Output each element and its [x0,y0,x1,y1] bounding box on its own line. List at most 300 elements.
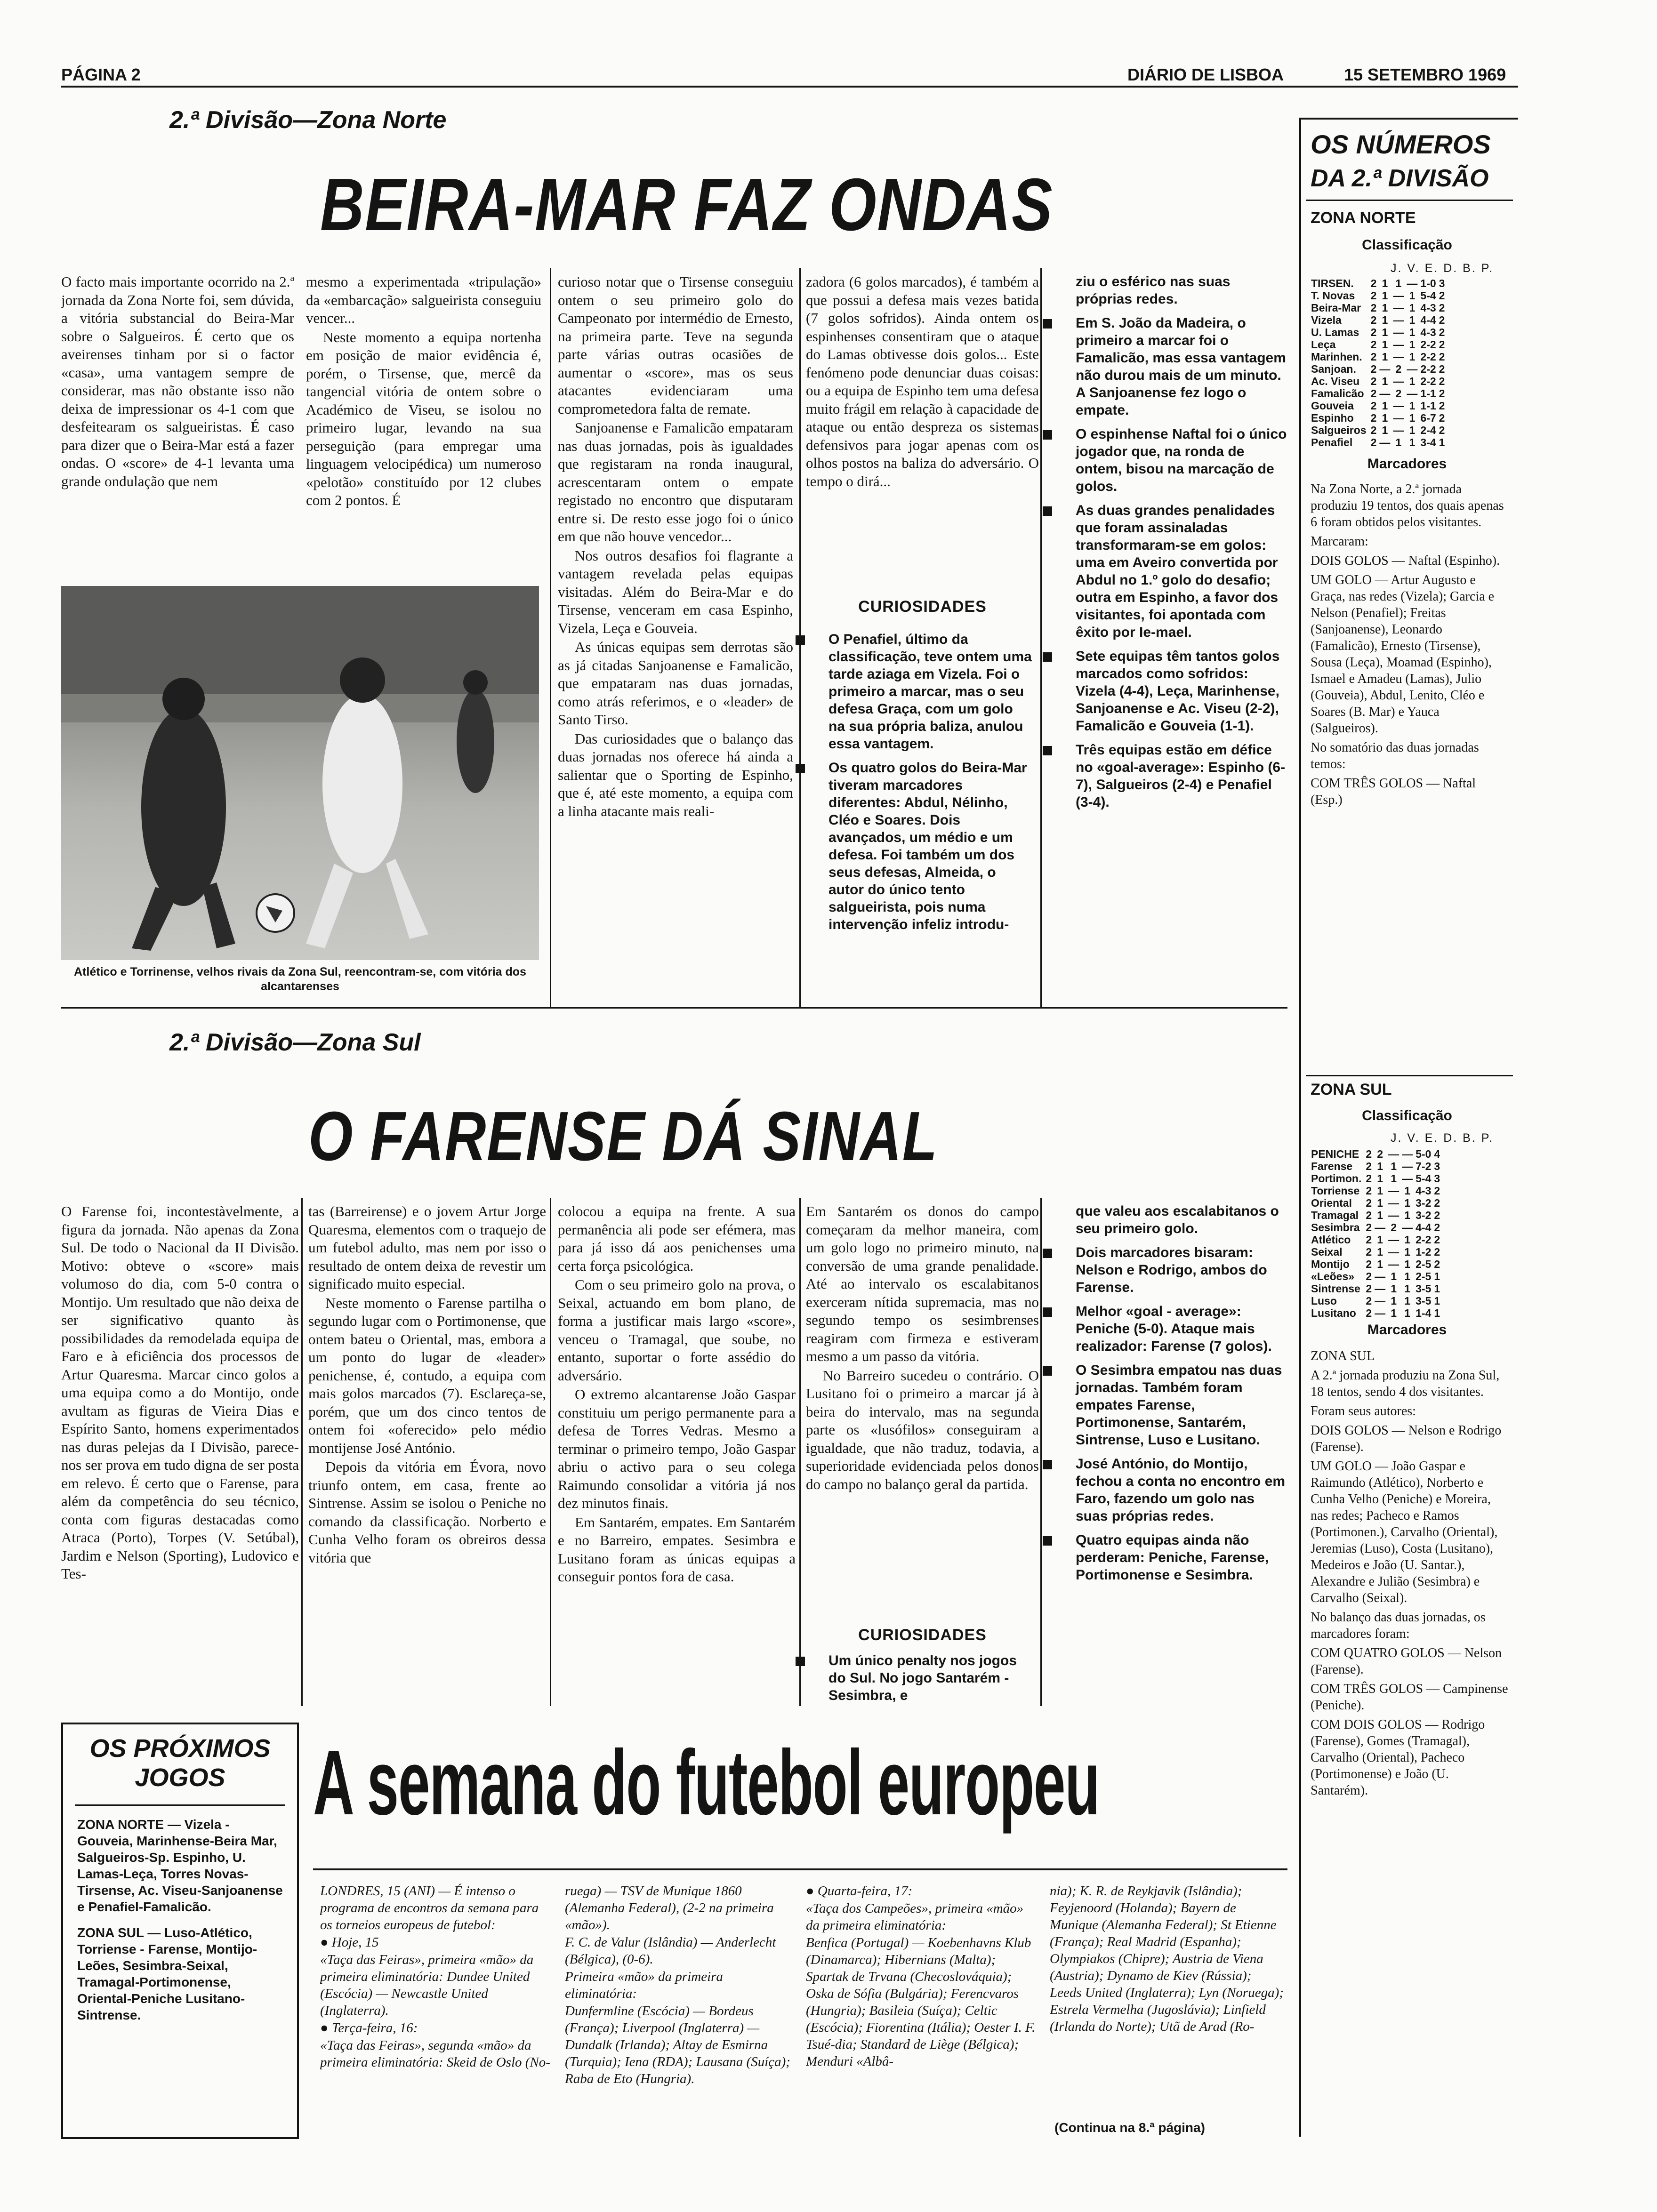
standings-cell: 1 [1382,424,1388,436]
standings-cell: 2 [1370,424,1377,436]
standings-cell: 1 [1404,1234,1411,1246]
standings-cell: 1 [1409,412,1416,424]
euro-headline: A semana do futebol europeu [313,1731,1100,1834]
standings-cell: 1 [1439,436,1445,449]
standings-cell: 3 [1439,277,1445,289]
team-name: «Leões» [1311,1270,1355,1282]
page-number: PÁGINA 2 [61,65,141,84]
curiosity-item: Em S. João da Madeira, o primeiro a marcar foi o Famalicão, mas essa vantagem não durou mais de um minuto. A Sanjoanense fez logo o empate. [1043,314,1287,419]
standings-cell: 1 [1434,1307,1440,1319]
standings-cell: 1-2 [1416,1246,1432,1258]
standings-cell: 2-2 [1416,1234,1432,1246]
euro-col-3 [806,1883,1037,2137]
standings-row [1310,387,1446,400]
team-name: Torriense [1311,1185,1360,1197]
standings-row [1310,289,1446,302]
standings-cell: 1 [1382,412,1388,424]
marcadores-norte-heading: Marcadores [1367,456,1447,472]
sidebar-paragraph: UM GOLO — João Gaspar e Raimundo (Atlético), Norberto e Cunha Velho (Peniche) e Moreira, nas redes; Pacheco e Ramos (Portimonen.), Carvalho (Oriental), Jeremias (Luso), Costa (Lusitano), Medeiros e João (U. Santar.), Alexandre e Julião (Sesimbra) e Carvalho (Seixal). [1311,1459,1498,1605]
curiosity-item: José António, do Montijo, fechou a conta no encontro em Faro, fazendo um golo nas suas próprias redes. [1043,1455,1287,1525]
standings-row [1310,277,1446,289]
euro-paragraph: ● Terça-feira, 16: [320,2020,418,2036]
standings-cell: 2 [1395,363,1402,375]
standings-cell: 2 [1439,326,1445,338]
standings-cell: — [1379,387,1391,400]
euro-paragraph: LONDRES, 15 (ANI) — É intenso o programa de encontros da semana para os torneios europeus de futebol: [320,1883,539,1932]
standings-cell: 1 [1434,1295,1440,1307]
proximos-jogos-list [77,1816,284,2023]
south-headline: O FARENSE DÁ SINAL [308,1098,938,1175]
classificacao-sul-heading: Classificação [1362,1108,1452,1123]
standings-cell: 1 [1377,1209,1384,1221]
standings-row [1310,1246,1441,1258]
sidebar-paragraph: A 2.ª jornada produziu na Zona Sul, 18 tentos, sendo 4 dos visitantes. [1311,1368,1500,1399]
north-kicker: 2.ª Divisão—Zona Norte [169,106,447,134]
north-col3-p5: Das curiosidades que o balanço das duas jornadas nos oferece há ainda a salientar que o Sporting de Espinho, que é, até este momento, a equipa com a linha atacante mais reali- [558,730,793,819]
team-name: Tramagal [1311,1209,1359,1221]
sidebar-paragraph: COM DOIS GOLOS — Rodrigo (Farense), Gomes (Tramagal), Carvalho (Oriental), Pacheco (Portimonense) e João (U. Santarém). [1311,1717,1485,1798]
curiosity-item: Três equipas estão em défice no «goal-average»: Espinho (6-7), Salgueiros (2-4) e Penafiel (3-4). [1043,741,1287,811]
standings-cell: 1 [1377,1185,1384,1197]
standings-row [1310,1258,1441,1270]
bullet-square [1043,1460,1052,1469]
south-column-rule [799,1198,801,1706]
north-col3-p4: As únicas equipas sem derrotas são as já citadas Sanjoanense e Famalicão, que empataram nas duas jornadas, como atrás referimos, e o «leader» de Santo Tirso. [558,639,793,728]
north-col-4 [806,273,1039,569]
standings-cell: — [1393,412,1404,424]
standings-cell: 2 [1439,400,1445,412]
standings-cell: 2 [1370,289,1377,302]
standings-cell: 2 [1370,338,1377,351]
euro-paragraph: ruega) — TSV de Munique 1860 (Alemanha Federal), (2-2 na primeira «mão»). [565,1883,774,1932]
standings-cell: 1 [1382,314,1388,326]
standings-cell: — [1388,1246,1400,1258]
team-name: Leça [1311,338,1336,351]
classificacao-norte-heading: Classificação [1362,237,1452,253]
north-col-3 [558,273,793,1005]
standings-row [1310,1148,1441,1160]
standings-cell: 2 [1434,1209,1440,1221]
team-name: Farense [1311,1160,1353,1172]
standings-cell: — [1379,436,1391,449]
standings-cell: 2 [1377,1148,1384,1160]
standings-cell: 2 [1366,1307,1372,1319]
team-name: Gouveia [1311,400,1354,412]
standings-cell: 4-3 [1420,326,1436,338]
standings-cell: 1-1 [1420,400,1436,412]
standings-cell: 2 [1439,375,1445,387]
jogos-zona-sul: ZONA SUL — Luso-Atlético, Torriense - Farense, Montijo-Leões, Sesimbra-Seixal, Tramagal-Portimonense, Oriental-Peniche Lusitano-Sintrense. [77,1925,257,2022]
standings-cell: 1 [1404,1282,1411,1295]
box-rule [75,1804,285,1806]
curiosity-item: Um único penalty nos jogos do Sul. No jogo Santarém - Sesimbra, e [796,1652,1033,1704]
bullet-square [1043,1366,1052,1376]
south-column-rule [301,1198,303,1706]
football-match-photo [61,586,539,960]
sidebar-paragraph: DOIS GOLOS — Nelson e Rodrigo (Farense). [1311,1423,1502,1454]
standings-row [1310,424,1446,436]
standings-cell: 2 [1366,1270,1372,1282]
team-name: Vizela [1311,314,1342,326]
standings-cell: 1 [1382,277,1388,289]
standings-cell: 5-4 [1416,1172,1432,1185]
standings-cell: 3-4 [1420,436,1436,449]
curiosity-item: Quatro equipas ainda não perderam: Peniche, Farense, Portimonense e Sesimbra. [1043,1531,1287,1584]
team-name: Ac. Viseu [1311,375,1360,387]
marcadores-norte-text [1311,481,1508,811]
standings-cell: 4-3 [1416,1185,1432,1197]
standings-cell: 1 [1377,1234,1384,1246]
euro-col-4 [1050,1883,1285,2118]
team-name: Beira-Mar [1311,302,1361,314]
standings-cell: 2 [1366,1209,1372,1221]
standings-cell: 2 [1439,387,1445,400]
euro-col-1 [320,1883,553,2137]
sidebar-rule [1306,1075,1513,1076]
standings-cell: — [1375,1221,1386,1234]
team-name: Seixal [1311,1246,1343,1258]
north-col3-p2: Sanjoanense e Famalicão empataram nas duas jornadas, pois às igualdades que registaram na ronda inaugural, acrescentaram ontem o empate registado no encontro que disputaram entre si. De resto esse jogo foi o único em que não houve vencedor... [558,419,793,545]
standings-cell: 2 [1434,1221,1440,1234]
team-name: Famalicão [1311,387,1364,400]
proximos-jogos-title: OS PRÓXIMOS JOGOS [89,1734,271,1792]
standings-cell: 1 [1382,289,1388,302]
standings-cell: 2 [1370,387,1377,400]
euro-paragraph: Benfica (Portugal) — Koebenhavns Klub (Dinamarca); Hibernians (Malta); Spartak de Trvana (Checoslováquia); Oska de Sófia (Bulgária); Ferencvaros (Hungria); Basileia (Suíça); Celtic (Escócia); Fiorentina (Itália); Oester I. F. Tsué-dia; Standard de Liège (Bélgica); Menduri «Albâ- [806,1935,1036,2069]
team-name: Marinhen. [1311,351,1362,363]
standings-cell: — [1402,1172,1413,1185]
bullet-square [1043,430,1052,440]
standings-row [1310,1185,1441,1197]
standings-cell: 1 [1382,351,1388,363]
sidebar-title-line1: OS NÚMEROS [1311,129,1491,159]
standings-cell: — [1393,302,1404,314]
standings-cell: 3-5 [1416,1295,1432,1307]
standings-row [1310,412,1446,424]
standings-cell: 2 [1370,436,1377,449]
sidebar-paragraph: Foram seus autores: [1311,1404,1416,1419]
standings-row [1310,1234,1441,1246]
team-name: Lusitano [1311,1307,1356,1319]
standings-cell: 1 [1409,289,1416,302]
standings-cell: 2 [1366,1258,1372,1270]
euro-paragraph: «Taça dos Campeões», primeira «mão» da primeira eliminatória: [806,1901,1024,1933]
standings-cell: 1 [1391,1295,1397,1307]
standings-cell: 1-0 [1420,277,1436,289]
standings-cell: 1 [1382,375,1388,387]
bullet-square [1043,746,1052,755]
bullet-square [1043,1536,1052,1546]
standings-row [1310,351,1446,363]
bullet-square [796,635,805,645]
standings-cell: 3-2 [1416,1197,1432,1209]
standings-row [1310,1160,1441,1172]
north-col-5 [1043,273,1287,1007]
standings-cell: 6-7 [1420,412,1436,424]
curiosity-item: Melhor «goal - average»: Peniche (5-0). Ataque mais realizador: Farense (7 golos). [1043,1303,1287,1355]
standings-cell: 1 [1404,1307,1411,1319]
standings-cell: 2 [1370,351,1377,363]
bullet-square [1043,506,1052,516]
standings-cell: 1 [1377,1258,1384,1270]
standings-cell: 2 [1370,400,1377,412]
north-col2-p1: mesmo a experimentada «tripulação» da «embarcação» salgueirista conseguiu vencer... [306,273,541,326]
standings-cell: 1 [1404,1197,1411,1209]
standings-cell: 1 [1382,338,1388,351]
standings-row [1310,1282,1441,1295]
standings-cell: — [1388,1197,1400,1209]
south-col3-p2: Com o seu primeiro golo na prova, o Seixal, actuando em bom plano, de forma a justificar mais largo «score», venceu o Tramagal, que soube, no entanto, suportar o forte assédio do adversário. [558,1276,796,1384]
standings-cell: — [1393,314,1404,326]
table-columns-norte: J. V. E. D. B. P. [1391,262,1494,275]
standings-cell: — [1393,289,1404,302]
standings-cell: 1 [1391,1307,1397,1319]
standings-cell: 1 [1409,375,1416,387]
zona-norte-heading: ZONA NORTE [1311,209,1416,227]
standings-cell: 2 [1366,1295,1372,1307]
sidebar-paragraph: Na Zona Norte, a 2.ª jornada produziu 19 tentos, dos quais apenas 6 foram obtidos pelos visitantes. [1311,482,1504,529]
continua-note: (Continua na 8.ª página) [1054,2120,1205,2135]
standings-cell: — [1407,363,1418,375]
standings-cell: 2 [1366,1172,1372,1185]
standings-row [1310,302,1446,314]
marcadores-sul-text [1311,1348,1508,1802]
euro-paragraph: ● Hoje, 15 [320,1935,379,1950]
euro-paragraph: Primeira «mão» da primeira eliminatória: [565,1969,723,2001]
south-col3-p4: Em Santarém, empates. Em Santarém e no Barreiro, empates. Sesimbra e Lusitano foram as únicas equipas a conseguir pontos fora de casa. [558,1514,796,1585]
sidebar-paragraph: COM TRÊS GOLOS — Naftal (Esp.) [1311,776,1476,807]
curiosity-item: Os quatro golos do Beira-Mar tiveram marcadores diferentes: Abdul, Nélinho, Cléo e Soares. Dois avançados, um médio e um defesa. Foi também um dos seus defesas, Almeida, o autor do único tento salgueirista, pois numa intervenção infeliz introdu- [796,759,1033,933]
curiosity-item: O espinhense Naftal foi o único jogador que, na ronda de ontem, bisou na marcação de golos. [1043,425,1287,495]
standings-cell: 2-2 [1420,363,1436,375]
standings-cell: — [1388,1258,1400,1270]
standings-cell: 5-4 [1420,289,1436,302]
euro-paragraph: Dunfermline (Escócia) — Bordeus (França); Liverpool (Inglaterra) — Dundalk (Irlanda); Altay de Esmirna (Turquia); Iena (RDA); Lausana (Suíça); Raba de Eto (Hungria). [565,2004,790,2086]
standings-row [1310,1295,1441,1307]
marcadores-sul-heading: Marcadores [1367,1322,1447,1338]
standings-cell: 1 [1377,1172,1384,1185]
sidebar-paragraph: COM TRÊS GOLOS — Campinense (Peniche). [1311,1682,1508,1713]
sidebar-rule [1306,200,1513,201]
standings-cell: 2 [1366,1197,1372,1209]
bullet-square [1043,1249,1052,1258]
standings-cell: 1 [1382,302,1388,314]
standings-cell: 1 [1382,400,1388,412]
table-columns-sul: J. V. E. D. B. P. [1391,1131,1494,1145]
standings-cell: 1 [1391,1160,1397,1172]
proximos-jogos-box [61,1723,299,2139]
euro-paragraph: ● Quarta-feira, 17: [806,1883,913,1899]
team-name: Penafiel [1311,436,1353,449]
standings-cell: 1 [1377,1246,1384,1258]
curiosity-item: O Sesimbra empatou nas duas jornadas. Também foram empates Farense, Portimonense, Santarém, Sintrense, Luso e Lusitano. [1043,1362,1287,1449]
standings-cell: 1 [1391,1172,1397,1185]
standings-cell: — [1393,424,1404,436]
bullet-square [796,764,805,773]
standings-cell: 4-4 [1420,314,1436,326]
team-name: Salgueiros [1311,424,1367,436]
south-column-rule [550,1198,551,1706]
standings-cell: 1 [1404,1185,1411,1197]
standings-row [1310,375,1446,387]
standings-cell: 2 [1434,1197,1440,1209]
south-col-4 [806,1202,1039,1560]
standings-row [1310,326,1446,338]
north-curiosidades-list [796,631,1033,1007]
euro-paragraph: F. C. de Valur (Islândia) — Anderlecht (Bélgica), (0-6). [565,1935,776,1967]
standings-cell: 2 [1434,1185,1440,1197]
standings-cell: 2 [1439,424,1445,436]
south-col2-p3: Depois da vitória em Évora, novo triunfo ontem, em casa, frente ao Sintrense. Assim se isolou o Peniche no comando da classificação. Norberto e Cunha Velho foram os obreiros dessa vitória que [308,1459,546,1566]
euro-col-2 [565,1883,796,2137]
curiosity-item: Dois marcadores bisaram: Nelson e Rodrigo, ambos do Farense. [1043,1244,1287,1296]
photo-caption: Atlético e Torrinense, velhos rivais da Zona Sul, reencontram-se, com vitória dos alcantarenses [74,965,526,993]
standings-cell: 3 [1434,1172,1440,1185]
sidebar-paragraph: COM QUATRO GOLOS — Nelson (Farense). [1311,1646,1502,1677]
standings-cell: — [1393,351,1404,363]
sidebar-paragraph: UM GOLO — Artur Augusto e Graça, nas redes (Vizela); Garcia e Nelson (Penafiel); Freitas (Sanjoanense), Leonardo (Famalicão), Ernesto (Tirsense), Sousa (Leça), Moamad (Espinho), Ismael e Amadeu (Lamas), Julio (Gouveia), Abdul, Lenito, Cléo e Soares (B. Mar) e Yauca (Salgueiros). [1311,573,1495,736]
standings-cell: — [1407,387,1418,400]
team-name: Espinho [1311,412,1354,424]
standings-cell: 2 [1370,326,1377,338]
north-col3-p1: curioso notar que o Tirsense conseguiu ontem o seu primeiro golo do Campeonato por intermédio de Ernesto, na primeira parte. Teve na segunda parte várias outras ocasiões de aumentar o «score», mas os seus atacantes evidenciaram uma comprometedora falta de remate. [558,273,793,417]
standings-cell: 4 [1434,1148,1440,1160]
standings-cell: 2 [1439,302,1445,314]
euro-paragraph: «Taça das Feiras», segunda «mão» da primeira eliminatória: Skeid de Oslo (No- [320,2038,550,2070]
standings-cell: 2-5 [1416,1270,1432,1282]
standings-cell: 7-2 [1416,1160,1432,1172]
bullet-square [1043,652,1052,662]
team-name: PENICHE [1311,1148,1359,1160]
standings-cell: — [1388,1209,1400,1221]
south-col-2 [308,1202,546,1699]
standings-cell: 1 [1404,1209,1411,1221]
issue-date: 15 SETEMBRO 1969 [1344,65,1506,84]
standings-cell: — [1393,338,1404,351]
standings-cell: 1-4 [1416,1307,1432,1319]
south-column-rule [1040,1198,1042,1706]
standings-cell: 2 [1391,1221,1397,1234]
standings-cell: 2 [1370,375,1377,387]
section-rule [61,1007,1287,1009]
team-name: Sanjoan. [1311,363,1356,375]
sidebar-title-line2: DA 2.ª DIVISÃO [1311,165,1489,192]
bullet-square [796,1657,805,1666]
standings-row [1310,1209,1441,1221]
standings-cell: 2-2 [1420,338,1436,351]
curiosity-item: O Penafiel, último da classificação, teve ontem uma tarde aziaga em Vizela. Foi o primeiro a marcar, mas o seu defesa Graça, com um golo na sua própria baliza, anulou essa vantagem. [796,631,1033,753]
north-col-1 [61,273,294,574]
standings-cell: — [1375,1307,1386,1319]
standings-cell: 2 [1439,412,1445,424]
newspaper-name: DIÁRIO DE LISBOA [1127,65,1284,84]
curiosity-item: Sete equipas têm tantos golos marcados como sofridos: Vizela (4-4), Leça, Marinhense, Sanjoanense e Ac. Viseu (2-2), Famalicão e Gouveia (1-1). [1043,648,1287,735]
standings-cell: 2 [1439,289,1445,302]
standings-cell: 3-5 [1416,1282,1432,1295]
bullet-square [1043,319,1052,329]
euro-rule [313,1868,1287,1870]
standings-cell: 1 [1409,302,1416,314]
south-col4-p2: No Barreiro sucedeu o contrário. O Lusitano foi o primeiro a marcar já à beira do intervalo, mas na segunda parte os «lusófilos» conseguiram a igualdade, que não traduz, todavia, a superioridade evidenciada pelos donos do campo no balanço geral da partida. [806,1367,1039,1492]
standings-cell: 2 [1434,1246,1440,1258]
continued-text: ziu o esférico nas suas próprias redes. [1076,274,1231,307]
standings-cell: 1 [1391,1270,1397,1282]
standings-cell: 1 [1404,1295,1411,1307]
standings-cell: 2 [1366,1246,1372,1258]
standings-cell: — [1388,1185,1400,1197]
north-column-rule [550,268,551,1007]
north-headline: BEIRA-MAR FAZ ONDAS [320,163,1054,246]
standings-cell: — [1393,400,1404,412]
standings-cell: — [1388,1148,1400,1160]
standings-cell: 2 [1366,1282,1372,1295]
standings-row [1310,1270,1441,1282]
standings-cell: 1 [1391,1282,1397,1295]
standings-cell: 2 [1370,277,1377,289]
south-col3-p3: O extremo alcantarense João Gaspar constituiu um perigo permanente para a defesa de Torres Vedras. Mesmo a terminar o primeiro tempo, João Gaspar abriu o activo para o seu colega Raimundo consolidar a vitória já nos dez minutos finais. [558,1386,796,1511]
north-col1-p1: O facto mais importante ocorrido na 2.ª jornada da Zona Norte foi, sem dúvida, a vitória substancial do Beira-Mar sobre o Salgueiros. É certo que os aveirenses tinham por si o factor «casa», uma vantagem sempre de considerar, mas não obstante isso não deixa de impressionar os 4-1 com que desfeitearam os salgueiristas. É caso para dizer que o Beira-Mar está a fazer ondas. O «score» de 4-1 levanta uma grande ondulação que nem [61,273,294,489]
standings-row [1310,1172,1441,1185]
standings-cell: — [1393,326,1404,338]
standings-cell: 1 [1395,436,1402,449]
standings-cell: 2 [1366,1148,1372,1160]
standings-cell: 2 [1370,412,1377,424]
north-col3-p3: Nos outros desafios foi flagrante a vantagem revelada pelas equipas visitadas. Além do Beira-Mar e do Tirsense, venceram em casa Espinho, Vizela, Leça e Gouveia. [558,547,793,636]
team-name: Luso [1311,1295,1337,1307]
south-col-1 [61,1202,299,1699]
north-col4-p1: zadora (6 golos marcados), é também a que possui a defesa mais vezes batida (7 golos sofridos). Ainda ontem os espinhenses consentiram que o ataque do Lamas obtivesse dois golos... Este fenómeno pode denunciar duas coisas: ou a equipa de Espinho tem uma defesa muito frágil em relação à capacidade de ataque ou então despreza os sistemas defensivos para jogar apenas com os olhos postos na baliza do adversário. O tempo o dirá... [806,273,1039,489]
south-col3-p1: colocou a equipa na frente. A sua permanência ali pode ser efémera, mas para já isso dá aos penichenses uma certa força psicológica. [558,1203,796,1274]
standings-row [1310,338,1446,351]
team-name: T. Novas [1311,289,1355,302]
standings-row [1310,400,1446,412]
standings-cell: 1 [1395,277,1402,289]
standings-cell: 1 [1404,1270,1411,1282]
team-name: Portimon. [1311,1172,1362,1185]
standings-row [1310,363,1446,375]
south-col2-p1: tas (Barreirense) e o jovem Artur Jorge Quaresma, elementos com o traquejo de um futebol adulto, mas nem por isso o resultado de ontem deixa de revestir um significado muito especial. [308,1203,546,1292]
team-name: Montijo [1311,1258,1350,1270]
standings-cell: — [1388,1234,1400,1246]
standings-cell: 1 [1409,400,1416,412]
sidebar-paragraph: No balanço das duas jornadas, os marcadores foram: [1311,1610,1486,1641]
standings-cell: 2 [1434,1258,1440,1270]
standings-cell: 1 [1377,1160,1384,1172]
team-name: Atlético [1311,1234,1351,1246]
standings-cell: 3-2 [1416,1209,1432,1221]
standings-cell: 5-0 [1416,1148,1432,1160]
standings-cell: — [1379,363,1391,375]
standings-cell: 1 [1377,1197,1384,1209]
team-name: Sesimbra [1311,1221,1360,1234]
standings-cell: 2 [1439,314,1445,326]
south-col2-p2: Neste momento o Farense partilha o segundo lugar com o Portimonense, que ontem bateu o Oriental, mas, embora a um ponto do lugar de «leader» penichense, é, contudo, a equipa com mais golos marcados (7). Esclareça-se, porém, que um dos cinco tentos de ontem foi «oferecido» pelo médio montijense José António. [308,1294,546,1456]
north-column-rule [1040,268,1042,1007]
standings-cell: 2 [1395,387,1402,400]
south-col-3 [558,1202,796,1699]
south-col4-p1: Em Santarém os donos do campo começaram da melhor maneira, com um golo logo no primeiro minuto, na conversão de uma grande penalidade. Até ao intervalo os escalabitanos exerceram nítida supremacia, mas no segundo tempo os sesimbrenses reagiram com firmeza e estiveram mesmo a um passo da vitória. [806,1203,1039,1364]
standings-cell: — [1402,1221,1413,1234]
standings-cell: 3 [1434,1160,1440,1172]
standings-cell: — [1402,1148,1413,1160]
standings-cell: 1 [1409,436,1416,449]
standings-cell: 1 [1434,1282,1440,1295]
standings-cell: 4-3 [1420,302,1436,314]
standings-cell: — [1375,1282,1386,1295]
standings-cell: 1 [1404,1246,1411,1258]
standings-cell: 1 [1409,424,1416,436]
south-curiosidades-title: CURIOSIDADES [858,1626,987,1644]
